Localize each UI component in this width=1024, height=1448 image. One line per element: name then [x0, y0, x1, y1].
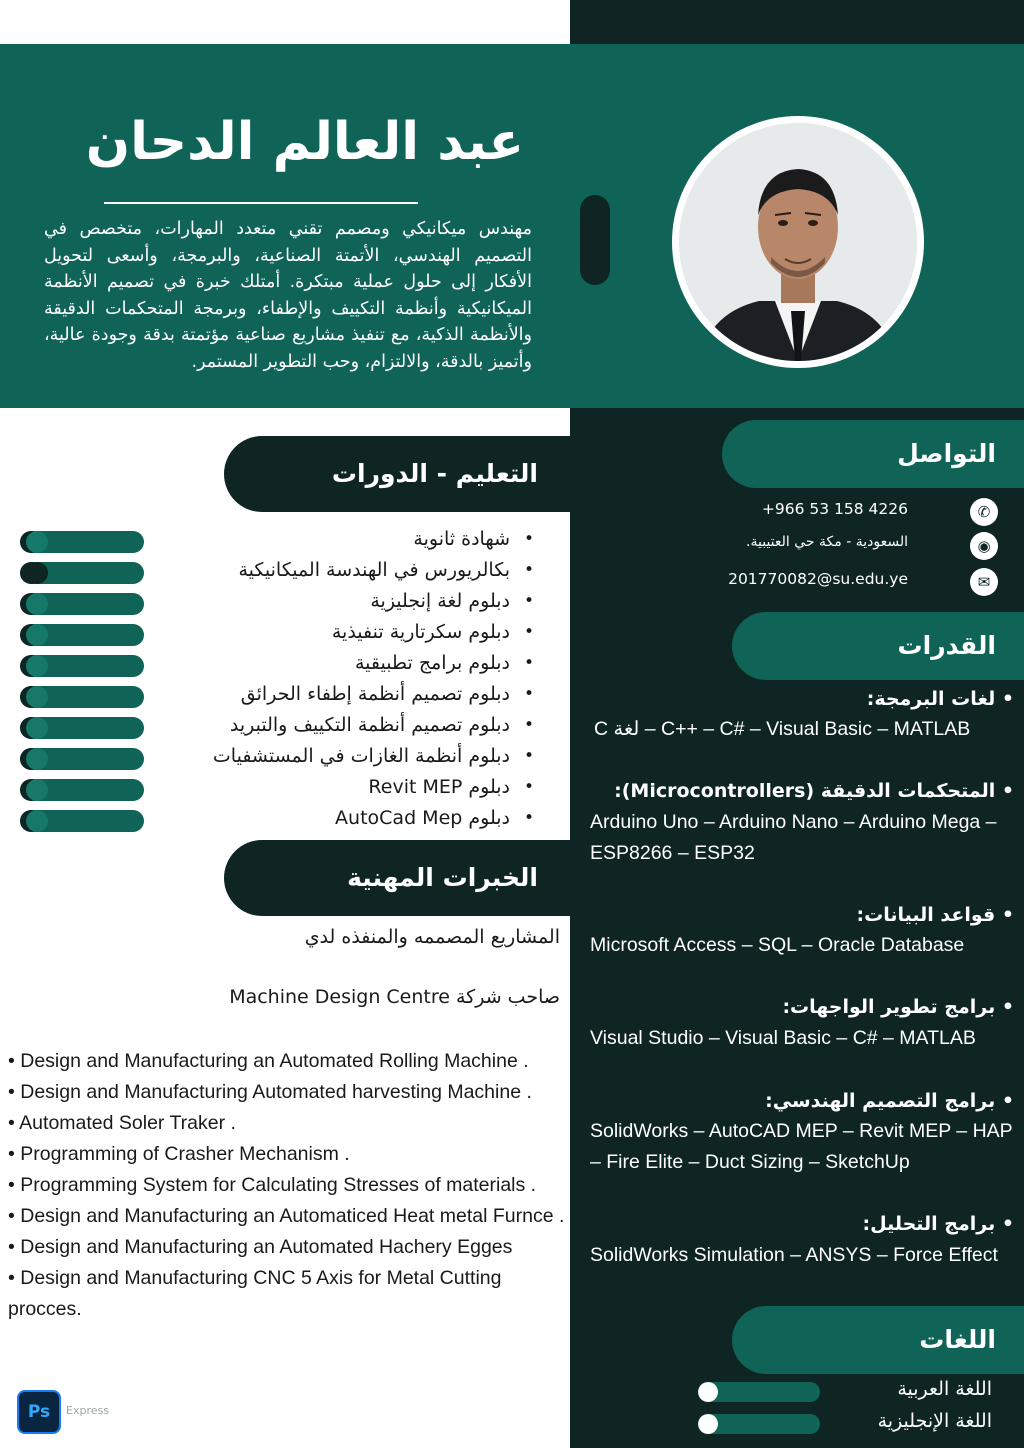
decorative-bar: [20, 655, 144, 677]
mail-icon: ✉: [970, 568, 998, 596]
language-label: اللغة الإنجليزية: [877, 1410, 992, 1432]
list-item: • دبلوم Revit MEP: [150, 772, 540, 803]
list-item: • دبلوم أنظمة الغازات في المستشفيات: [150, 741, 540, 772]
skill-group-title: • برامج التحليل:: [862, 1213, 1014, 1235]
languages-section-title: اللغات: [732, 1306, 1024, 1374]
phone-icon: ✆: [970, 498, 998, 526]
list-item: • Design and Manufacturing CNC 5 Axis for Metal Cutting procces.: [8, 1267, 502, 1320]
skill-group-title: • المتحكمات الدقيقة (Microcontrollers):: [614, 780, 1014, 802]
decorative-bar: [20, 562, 144, 584]
decorative-bar: [20, 686, 144, 708]
skill-group-title: • قواعد البيانات:: [856, 904, 1014, 926]
watermark-label: Express: [66, 1404, 109, 1417]
name-divider: [104, 202, 418, 204]
skill-group-title: • برامج تطوير الواجهات:: [782, 996, 1014, 1018]
decorative-bar: [20, 810, 144, 832]
education-bars: [20, 531, 144, 841]
skill-group-body: Microsoft Access – SQL – Oracle Database: [590, 934, 965, 956]
skill-group-body: SolidWorks – AutoCAD MEP – Revit MEP – HAP – Fire Elite – Duct Sizing – SketchUp: [590, 1120, 1013, 1173]
address: السعودية - مكة حي العتيبية.: [746, 534, 908, 550]
skill-group-title: • برامج التصميم الهندسي:: [765, 1090, 1014, 1112]
person-name: عبد العالم الدحان: [85, 112, 524, 172]
language-level-bar: [698, 1414, 820, 1434]
location-icon: ◉: [970, 532, 998, 560]
language-level-bar: [698, 1382, 820, 1402]
list-item: • شهادة ثانوية: [150, 524, 540, 555]
list-item: • دبلوم تصميم أنظمة إطفاء الحرائق: [150, 679, 540, 710]
list-item: • Programming of Crasher Mechanism .: [8, 1143, 350, 1165]
decorative-bar: [20, 624, 144, 646]
list-item: • دبلوم برامج تطبيقية: [150, 648, 540, 679]
list-item: • Design and Manufacturing an Automated Hachery Egges: [8, 1236, 513, 1258]
skill-group-body: Visual Studio – Visual Basic – C# – MATLAB: [590, 1027, 976, 1049]
list-item: • Design and Manufacturing an Automaticed Heat metal Furnce .: [8, 1205, 565, 1227]
list-item: • Programming System for Calculating Stresses of materials .: [8, 1174, 537, 1196]
skills-section-title: القدرات: [732, 612, 1024, 680]
list-item: • دبلوم سكرتارية تنفيذية: [150, 617, 540, 648]
skill-group-body: C لغة – C++ – C# – Visual Basic – MATLAB: [594, 718, 971, 740]
contact-phone-row: [590, 498, 1000, 528]
experience-list: [8, 1046, 570, 1325]
list-item: • دبلوم تصميم أنظمة التكييف والتبريد: [150, 710, 540, 741]
list-item: • Design and Manufacturing Automated harvesting Machine .: [8, 1081, 532, 1103]
phone-number: +966 53 158 4226: [761, 500, 908, 518]
list-item: • Design and Manufacturing an Automated Rolling Machine .: [8, 1050, 529, 1072]
experience-intro: المشاريع المصممه والمنفذه لدي: [304, 926, 560, 948]
list-item: • بكالريورس في الهندسة الميكانيكية: [150, 555, 540, 586]
language-row: [698, 1380, 998, 1404]
experience-section-title: الخبرات المهنية: [224, 840, 570, 916]
avatar: [679, 123, 917, 361]
language-row: [698, 1412, 998, 1436]
education-list: [150, 524, 540, 834]
list-item: • دبلوم AutoCad Mep: [150, 803, 540, 834]
decorative-arc: [580, 195, 610, 285]
list-item: • دبلوم لغة إنجليزية: [150, 586, 540, 617]
language-label: اللغة العربية: [897, 1378, 992, 1400]
profile-summary: مهندس ميكانيكي ومصمم تقني متعدد المهارات، متخصص في التصميم الهندسي، الأتمتة الصناعية، والبرمجة، وأسعى لتحويل الأفكار إلى حلول عملية مبتكرة. أمتلك خبرة في تصميم الأنظمة الميكانيكية وأنظمة التكييف والإطفاء، وبرمجة المتحكمات الدقيقة والأنظمة الذكية، مع تنفيذ مشاريع صناعية مؤتمتة بدقة وجودة عالية، وأتميز بالدقة، والالتزام، وحب التطوير المستمر.: [44, 219, 532, 372]
skill-group-body: Arduino Uno – Arduino Nano – Arduino Mega – ESP8266 – ESP32: [590, 811, 997, 864]
photoshop-express-logo: Ps: [17, 1390, 61, 1434]
skill-group-body: SolidWorks Simulation – ANSYS – Force Effect: [590, 1244, 998, 1266]
education-section-title: التعليم - الدورات: [224, 436, 570, 512]
decorative-bar: [20, 593, 144, 615]
skill-group-title: • لغات البرمجة:: [866, 688, 1014, 710]
decorative-bar: [20, 748, 144, 770]
portrait-illustration: [679, 123, 917, 361]
experience-company: صاحب شركة Machine Design Centre: [229, 986, 560, 1008]
contact-email-row: [590, 568, 1000, 598]
list-item: • Automated Soler Traker .: [8, 1112, 236, 1134]
decorative-bar: [20, 717, 144, 739]
contact-address-row: [590, 532, 1000, 562]
profile-photo: [672, 116, 924, 368]
email-address: 201770082@su.edu.ye: [728, 570, 908, 588]
decorative-bar: [20, 779, 144, 801]
contact-section-title: التواصل: [722, 420, 1024, 488]
decorative-bar: [20, 531, 144, 553]
